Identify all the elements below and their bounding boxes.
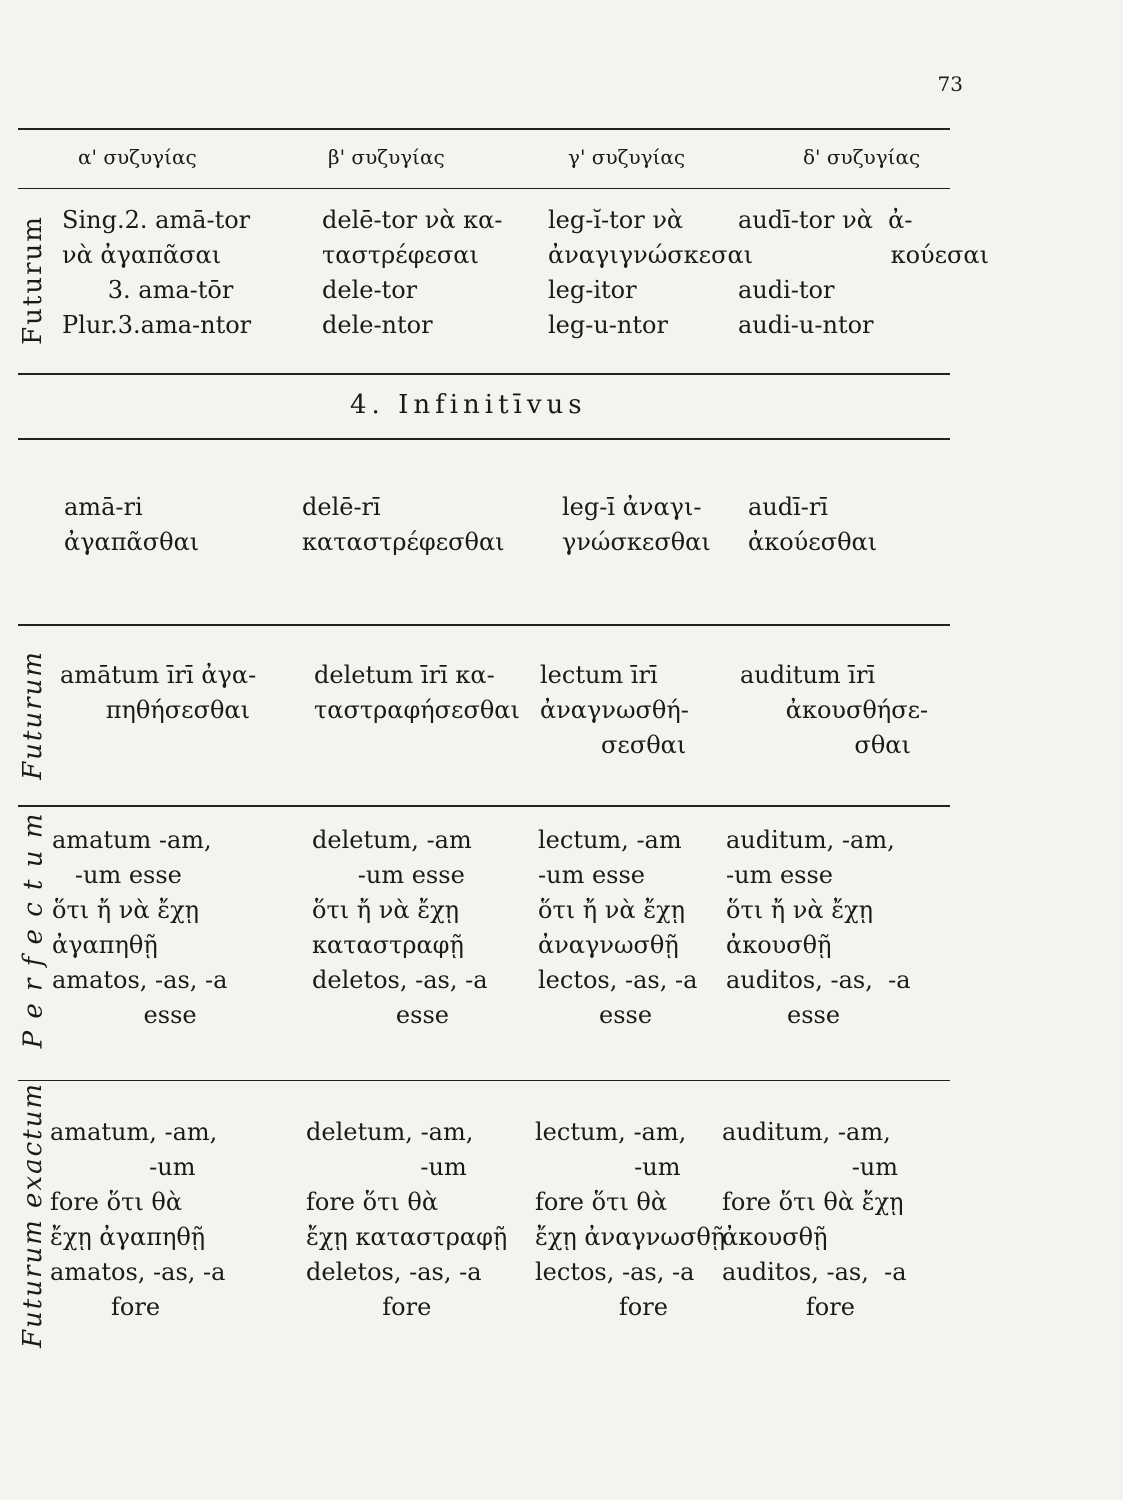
side-label-futurum: Futurum (18, 215, 48, 345)
header-conj-1: α' συζυγίας (78, 145, 197, 169)
perfectum-col-3: lectum, -am -um esse ὅτι ἤ νὰ ἔχῃ ἀναγνωσθῇ lectos, -as, -a esse (538, 826, 698, 1029)
section-title: 4. Infinitīvus (350, 390, 587, 420)
futurum-exactum-col-2: deletum, -am, -um fore ὅτι θὰ ἔχῃ καταστραφῇ deletos, -as, -a fore (306, 1118, 508, 1321)
futurum-exactum-col-4: auditum, -am, -um fore ὅτι θὰ ἔχῃ ἀκουσθῇ auditos, -as, -a fore (722, 1118, 907, 1321)
futurum-inf-col-4: auditum īrī ἀκουσθήσε- σθαι (740, 661, 929, 759)
futurum-inf-col-3: lectum īrī ἀναγνωσθή- σεσθαι (540, 661, 689, 759)
futurum-exactum-col-1: amatum, -am, -um fore ὅτι θὰ ἔχῃ ἀγαπηθῇ amatos, -as, -a fore (50, 1118, 226, 1321)
side-label-futurum-exactum: Futurum exactum (18, 1081, 48, 1348)
present-inf-col-2: delē-rī καταστρέφεσθαι (302, 493, 505, 556)
header-conj-3: γ' συζυγίας (568, 145, 686, 169)
side-label-perfectum: P e r f e c t u m (18, 811, 49, 1049)
futurum-inf-top-rule (18, 624, 950, 626)
side-label-futurum-inf: Futurum (18, 650, 48, 780)
futurum-col-1: Sing.2. amā-tor νὰ ἀγαπᾶσαι 3. ama-tōr Plur.3.ama-ntor (62, 206, 252, 339)
page-number: 73 (937, 72, 963, 96)
perfectum-col-2: deletum, -am -um esse ὅτι ἤ νὰ ἔχῃ καταστραφῇ deletos, -as, -a esse (312, 826, 488, 1029)
present-inf-col-3: leg-ī ἀναγι- γνώσκεσθαι (562, 493, 711, 556)
present-inf-col-4: audī-rī ἀκούεσθαι (748, 493, 878, 556)
perfectum-col-4: auditum, -am, -um esse ὅτι ἤ νὰ ἔχῃ ἀκουσθῇ auditos, -as, -a esse (726, 826, 911, 1029)
futurum-exactum-top-rule (18, 1080, 950, 1081)
futurum-inf-col-1: amātum īrī ἀγα- πηθήσεσθαι (60, 661, 257, 724)
infinitive-top-rule (18, 373, 950, 375)
futurum-exactum-col-3: lectum, -am, -um fore ὅτι θὰ ἔχῃ ἀναγνωσθῇ lectos, -as, -a fore (535, 1118, 726, 1321)
infinitive-bottom-rule (18, 438, 950, 440)
futurum-col-3: leg-ĭ-tor νὰ ἀναγιγνώσκεσαι leg-itor leg-u-ntor (548, 206, 754, 339)
header-rule (18, 188, 950, 189)
futurum-col-4: audī-tor νὰ ἀ- κούεσαι audi-tor audi-u-ntor (738, 206, 990, 339)
header-conj-4: δ' συζυγίας (803, 145, 921, 169)
perfectum-col-1: amatum -am, -um esse ὅτι ἤ νὰ ἔχῃ ἀγαπηθῇ amatos, -as, -a esse (52, 826, 228, 1029)
perfectum-top-rule (18, 805, 950, 807)
top-rule (18, 128, 950, 130)
header-conj-2: β' συζυγίας (328, 145, 445, 169)
futurum-inf-col-2: deletum īrī κα- ταστραφήσεσθαι (314, 661, 520, 724)
present-inf-col-1: amā-ri ἀγαπᾶσθαι (64, 493, 200, 556)
futurum-col-2: delē-tor νὰ κα- ταστρέφεσαι dele-tor dele-ntor (322, 206, 503, 339)
